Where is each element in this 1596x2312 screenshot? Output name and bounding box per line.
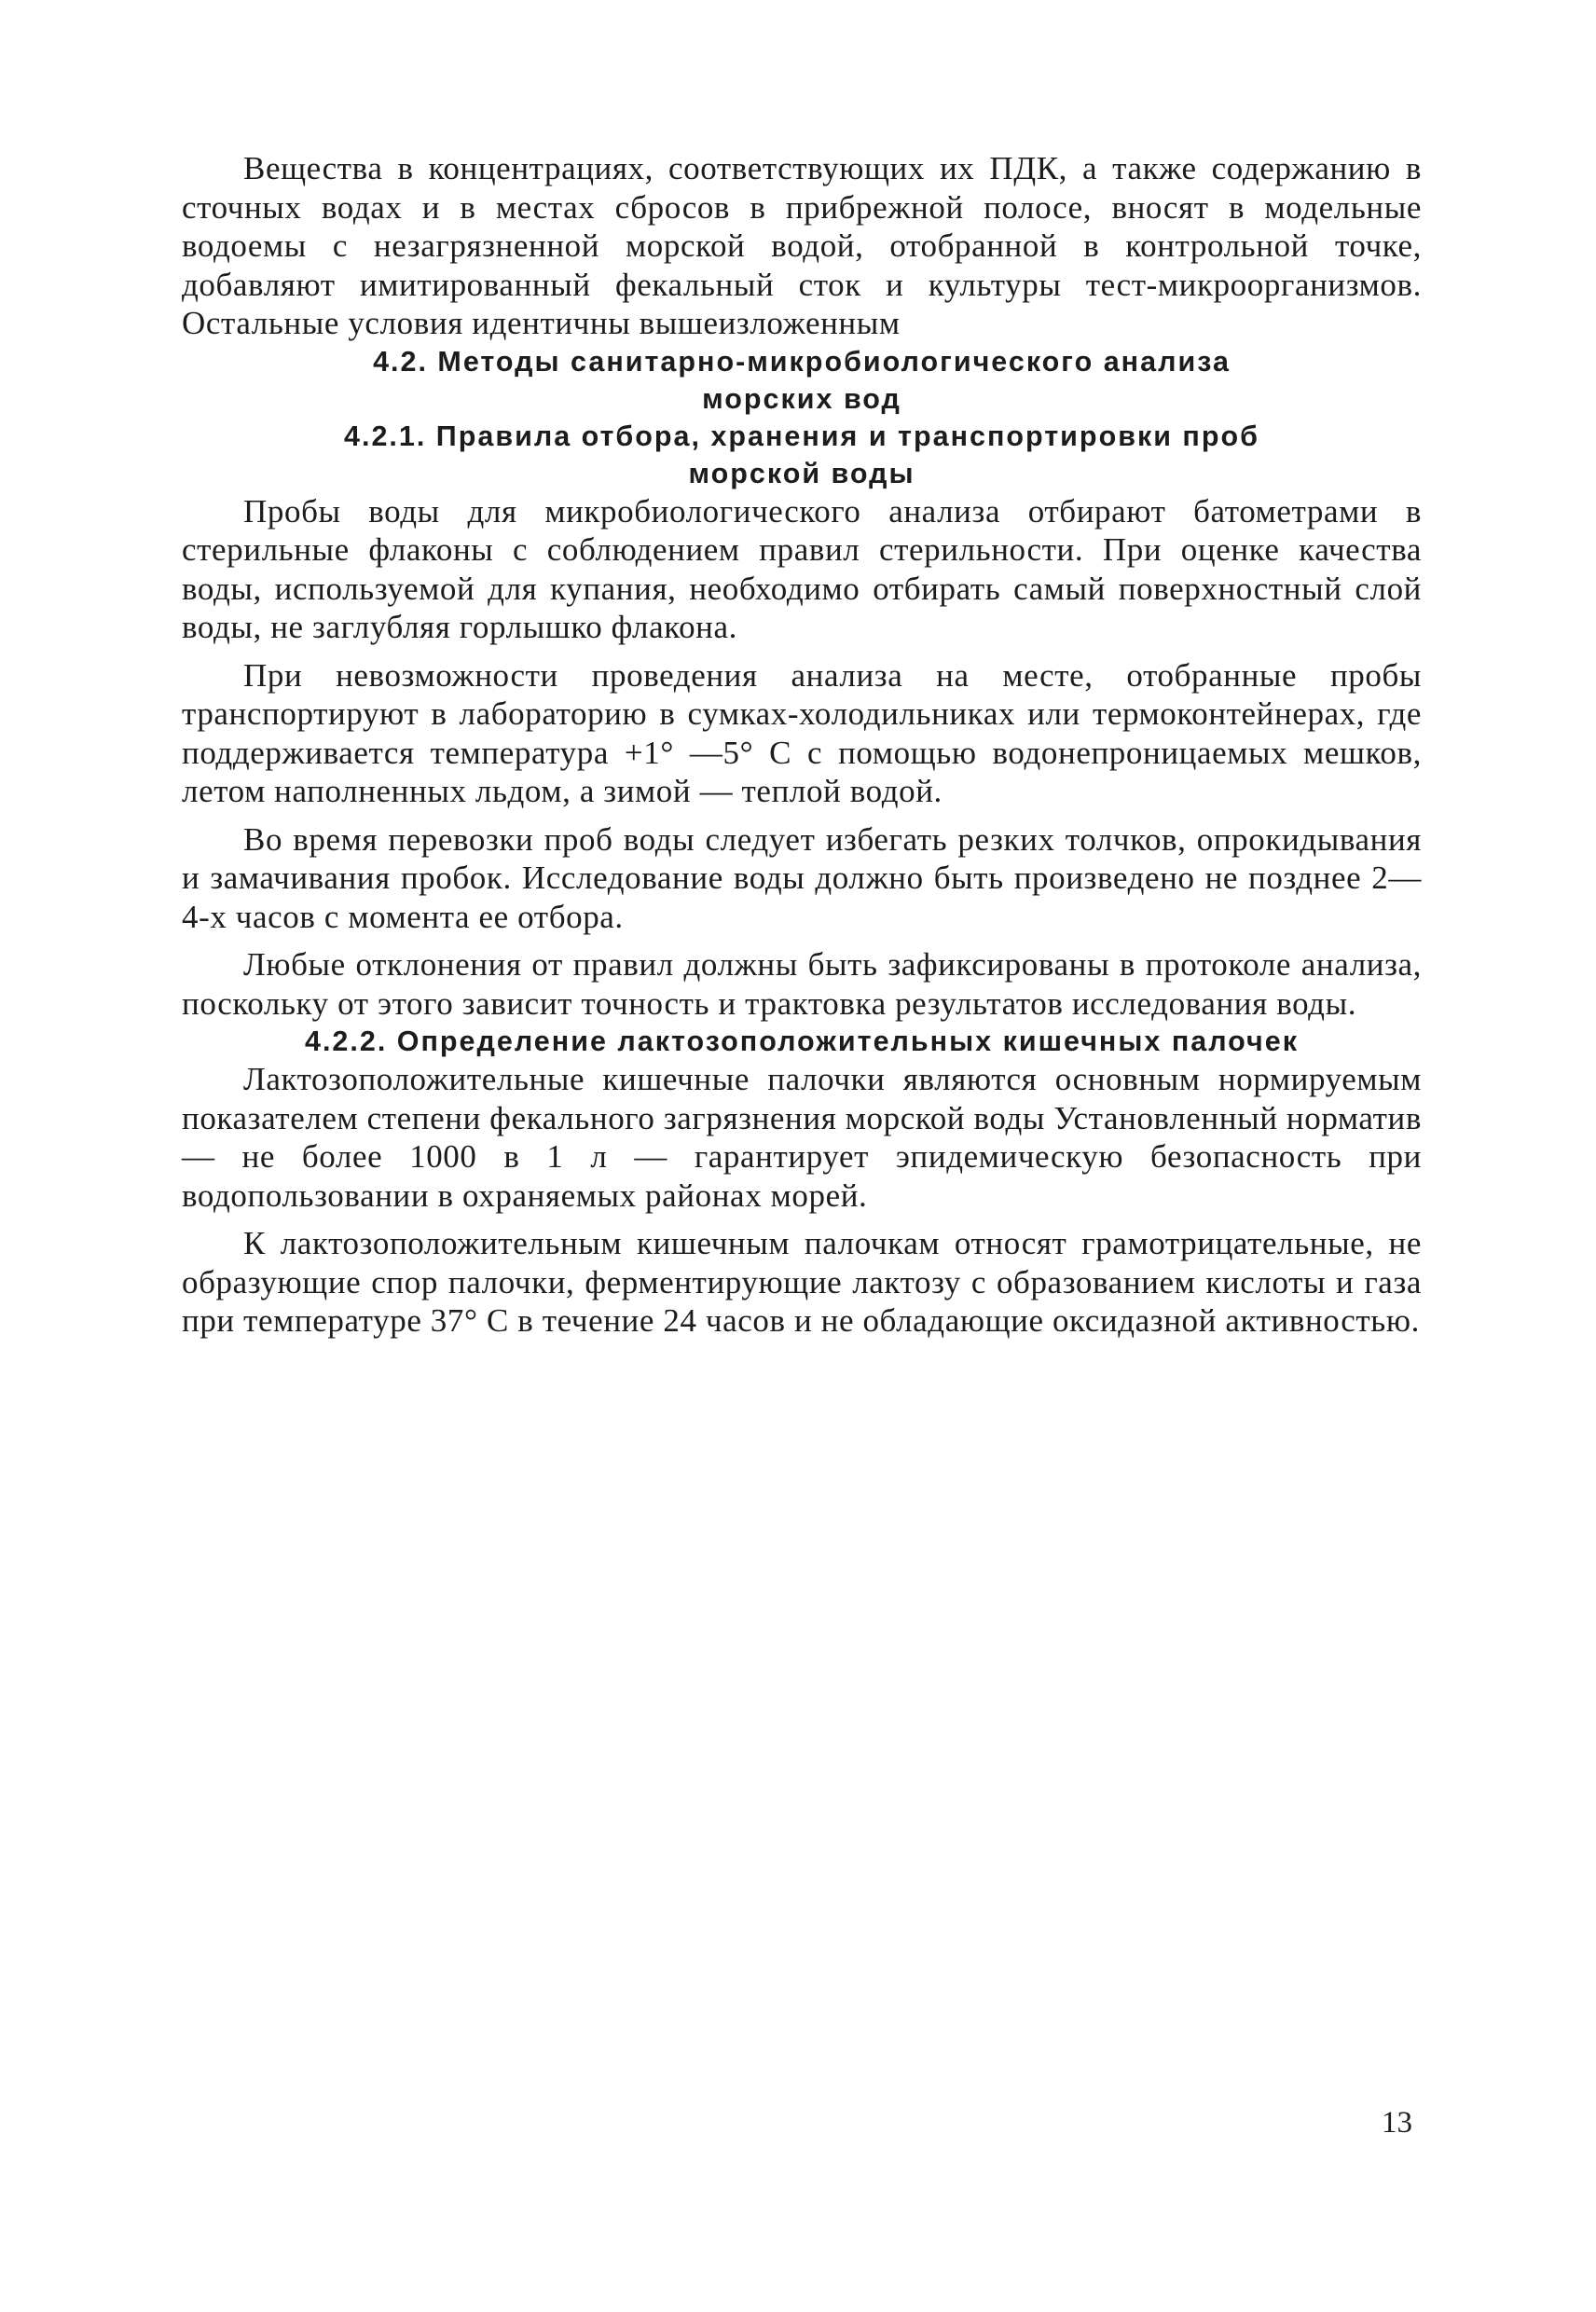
coliform-paragraph-1: Лактозоположительные кишечные палочки являются основным нормируемым показателем степени фекального загрязнения морской воды Установленный норматив — не более 1000 в 1 л — гарантирует эпидемическую безопасность при водопользовании в охраняемых районах морей.	[182, 1061, 1422, 1214]
sampling-paragraph-2: При невозможности проведения анализа на месте, отобранные пробы транспортируют в лабораторию в сумках-холодильниках или термоконтейнерах, где поддерживается температура +1° —5° С с помощью водонепроницаемых мешков, летом наполненных льдом, а зимой — теплой водой.	[182, 656, 1422, 809]
sampling-paragraph-4: Любые отклонения от правил должны быть зафиксированы в протоколе анализа, поскольку от этого зависит точность и трактовка результатов исследования воды.	[182, 946, 1422, 1022]
sampling-paragraph-1: Пробы воды для микробиологического анализа отбирают батометрами в стерильные флаконы с соблюдением правил стерильности. При оценке качества воды, используемой для купания, необходимо отбирать самый поверхностный слой воды, не заглубляя горлышко флакона.	[182, 492, 1422, 645]
section-4-2-heading	[182, 343, 1422, 418]
section-4-2-2-heading: 4.2.2. Определение лактозоположительных кишечных палочек	[304, 1025, 1299, 1057]
section-4-2-1-heading	[182, 418, 1422, 492]
page-number: 13	[1382, 2106, 1412, 2140]
text-column	[182, 149, 1422, 1341]
intro-paragraph: Вещества в концентрациях, соответствующих их ПДК, а также содержанию в сточных водах и в местах сбросов в прибрежной полосе, вносят в модельные водоемы с незагрязненной морской водой, отобранной в контрольной точке, добавляют имитированный фекальный сток и культуры тест-микроорганизмов. Остальные условия идентичны вышеизложенным	[182, 150, 1422, 341]
coliform-paragraph-2: К лактозоположительным кишечным палочкам относят грамотрицательные, не образующие спор палочки, ферментирующие лактозу с образованием кислоты и газа при температуре 37° С в течение 24 часов и не обладающие оксидазной активностью.	[182, 1225, 1422, 1339]
section-4-2-1-heading-line1: 4.2.1. Правила отбора, хранения и транспортировки проб	[344, 420, 1259, 452]
sampling-paragraph-3: Во время перевозки проб воды следует избегать резких толчков, опрокидывания и замачивания пробок. Исследование воды должно быть произведено не позднее 2—4-х часов с момента ее отбора.	[182, 820, 1422, 935]
section-4-2-1-heading-line2: морской воды	[688, 457, 915, 489]
section-4-2-heading-line1: 4.2. Методы санитарно-микробиологического анализа	[373, 345, 1231, 378]
section-4-2-heading-line2: морских вод	[702, 382, 901, 415]
